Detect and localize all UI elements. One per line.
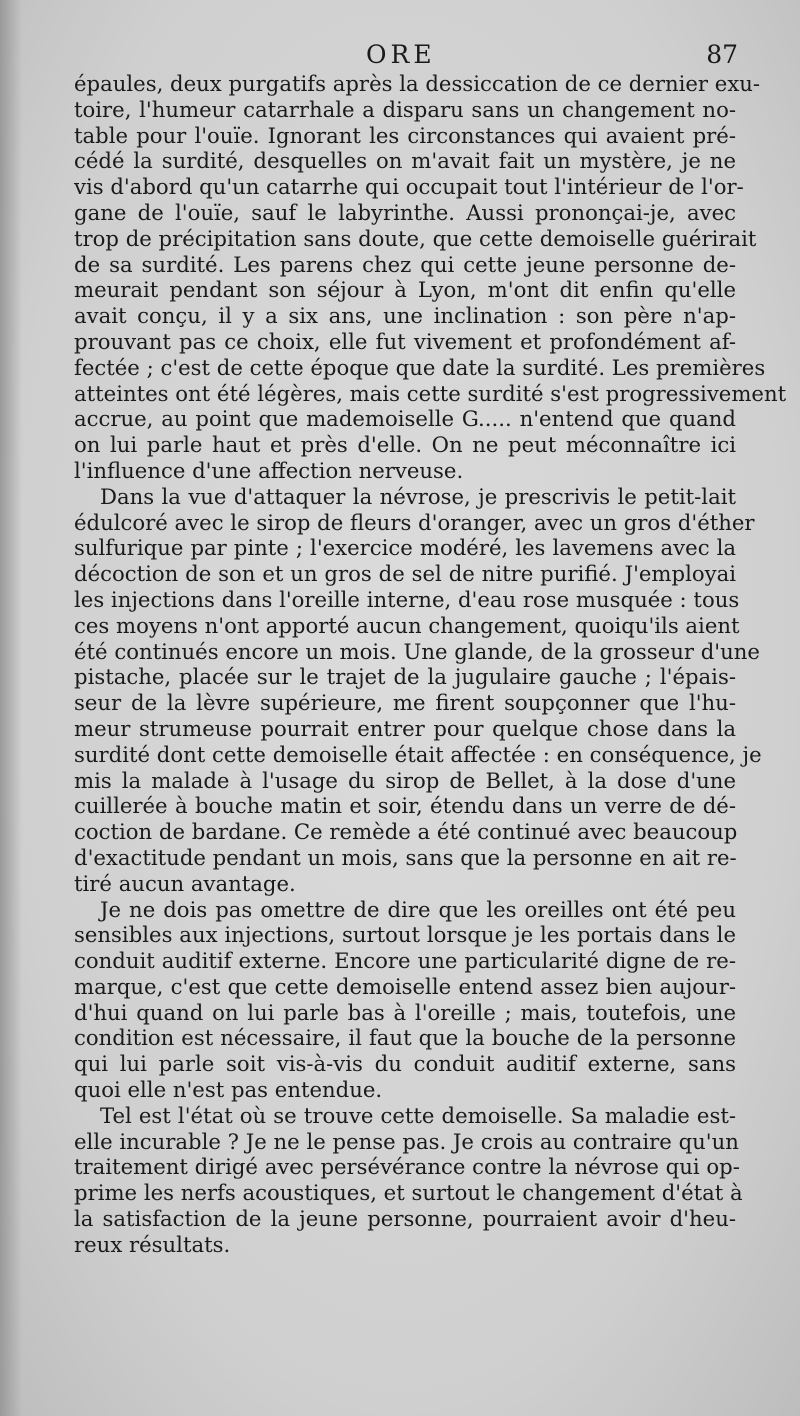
paragraph-2 — [74, 483, 762, 897]
text-line: atteintes ont été légères, mais cette surdité s'est progressivement — [74, 380, 787, 406]
text-line: édulcoré avec le sirop de fleurs d'oranger, avec un gros d'éther — [74, 509, 755, 535]
text-line: prouvant pas ce choix, elle fut vivement et profondément af- — [74, 328, 736, 354]
text-line: quoi elle n'est pas entendue. — [74, 1077, 383, 1103]
text-line: mis la malade à l'usage du sirop de Bellet, à la dose d'une — [74, 767, 736, 793]
page-number: 87 — [706, 40, 738, 69]
paragraph-3 — [74, 897, 736, 1103]
paragraph-4 — [74, 1102, 743, 1258]
text-line: Je ne dois pas omettre de dire que les oreilles ont été peu — [100, 896, 736, 922]
text-line: elle incurable ? Je ne le pense pas. Je crois au contraire qu'un — [74, 1128, 739, 1154]
text-line: pistache, placée sur le trajet de la jugulaire gauche ; l'épais- — [74, 664, 736, 690]
text-line: conduit auditif externe. Encore une particularité digne de re- — [74, 948, 736, 974]
text-line: reux résultats. — [74, 1231, 231, 1257]
body-text — [74, 71, 787, 1258]
text-line: trop de précipitation sans doute, que cette demoiselle guérirait — [74, 225, 757, 251]
text-line: sulfurique par pinte ; l'exercice modéré, les lavemens avec la — [74, 535, 736, 561]
text-line: meur strumeuse pourrait entrer pour quelque chose dans la — [74, 715, 736, 741]
text-line: on lui parle haut et près d'elle. On ne peut méconnaître ici — [74, 432, 736, 458]
text-line: cuillerée à bouche matin et soir, étendu dans un verre de dé- — [74, 793, 736, 819]
text-line: été continués encore un mois. Une glande, de la grosseur d'une — [74, 638, 760, 664]
text-line: tiré aucun avantage. — [74, 870, 296, 896]
text-line: de sa surdité. Les parens chez qui cette jeune personne de- — [74, 251, 736, 277]
text-line: d'exactitude pendant un mois, sans que la personne en ait re- — [74, 844, 737, 870]
text-line: vis d'abord qu'un catarrhe qui occupait tout l'intérieur de l'or- — [74, 174, 744, 200]
page-edge-shadow — [0, 0, 22, 1416]
text-line: meurait pendant son séjour à Lyon, m'ont dit enfin qu'elle — [74, 277, 736, 303]
text-line: condition est nécessaire, il faut que la bouche de la personne — [74, 1025, 736, 1051]
text-line: sensibles aux injections, surtout lorsque je les portais dans le — [74, 922, 736, 948]
text-line: ces moyens n'ont apporté aucun changement, quoiqu'ils aient — [74, 612, 740, 638]
text-line: Tel est l'état où se trouve cette demoiselle. Sa maladie est- — [100, 1102, 736, 1128]
text-line: traitement dirigé avec persévérance contre la névrose qui op- — [74, 1154, 740, 1180]
text-line: l'influence d'une affection nerveuse. — [74, 457, 464, 483]
text-line: seur de la lèvre supérieure, me firent soupçonner que l'hu- — [74, 690, 736, 716]
text-line: épaules, deux purgatifs après la dessiccation de ce dernier exu- — [74, 71, 761, 96]
text-line: d'hui quand on lui parle bas à l'oreille ; mais, toutefois, une — [74, 999, 736, 1025]
text-line: les injections dans l'oreille interne, d'eau rose musquée : tous — [74, 586, 740, 612]
text-line: surdité dont cette demoiselle était affectée : en conséquence, je — [74, 741, 762, 767]
text-line: la satisfaction de la jeune personne, pourraient avoir d'heu- — [74, 1206, 736, 1232]
running-head-title: ORE — [366, 40, 436, 69]
text-line: table pour l'ouïe. Ignorant les circonstances qui avaient pré- — [74, 122, 736, 148]
text-line: qui lui parle soit vis-à-vis du conduit auditif externe, sans — [74, 1051, 736, 1077]
text-line: coction de bardane. Ce remède a été continué avec beaucoup — [74, 819, 738, 845]
text-line: Dans la vue d'attaquer la névrose, je prescrivis le petit-lait — [100, 483, 736, 509]
text-line: accrue, au point que mademoiselle G..... n'entend que quand — [74, 406, 736, 432]
running-head — [70, 40, 740, 74]
text-line: fectée ; c'est de cette époque que date la surdité. Les premières — [74, 354, 766, 380]
text-line: gane de l'ouïe, sauf le labyrinthe. Aussi prononçai-je, avec — [74, 199, 736, 225]
text-line: cédé la surdité, desquelles on m'avait fait un mystère, je ne — [74, 148, 736, 174]
text-line: décoction de son et un gros de sel de nitre purifié. J'employai — [74, 561, 736, 587]
text-line: prime les nerfs acoustiques, et surtout le changement d'état à — [74, 1180, 743, 1206]
text-line: toire, l'humeur catarrhale a disparu sans un changement no- — [74, 96, 736, 122]
text-line: marque, c'est que cette demoiselle entend assez bien aujour- — [74, 973, 736, 999]
text-line: avait conçu, il y a six ans, une inclination : son père n'ap- — [74, 303, 736, 329]
paragraph-1 — [74, 71, 787, 484]
